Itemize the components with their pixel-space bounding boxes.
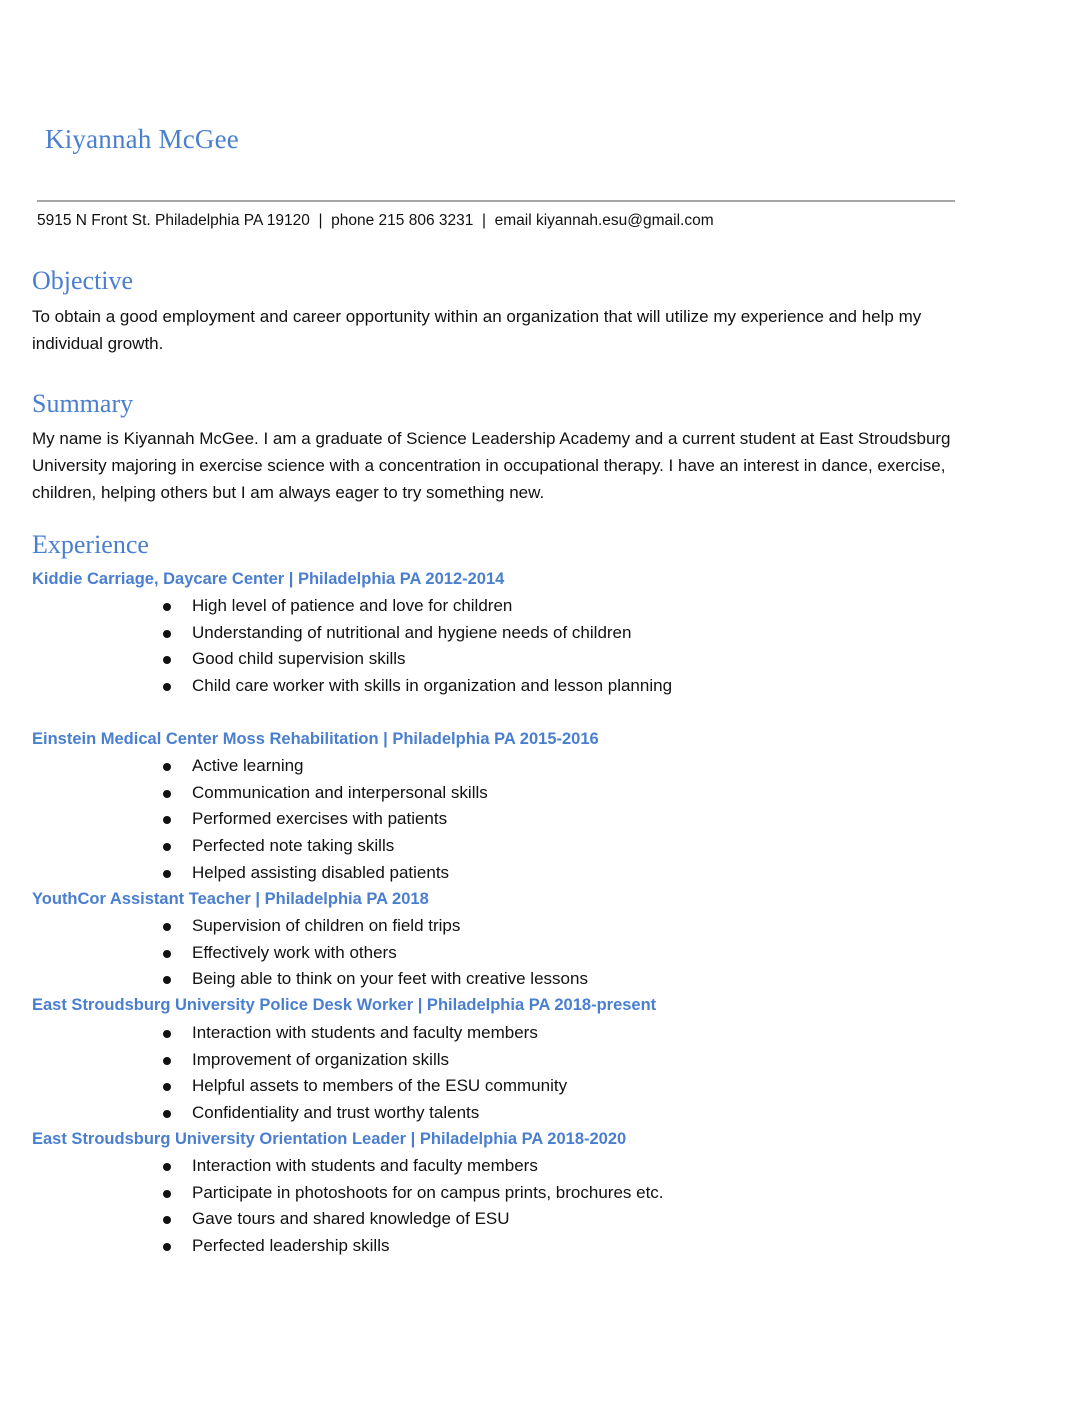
bullet-text: Perfected note taking skills <box>192 836 395 856</box>
list-item <box>0 1020 567 1047</box>
applicant-name: Kiyannah McGee <box>45 124 239 154</box>
bullet-icon <box>163 816 171 824</box>
list-item <box>0 913 588 940</box>
bullet-icon <box>163 656 171 664</box>
bullet-text: Communication and interpersonal skills <box>192 782 488 802</box>
bullet-icon <box>163 790 171 798</box>
bullet-icon <box>163 630 171 638</box>
job-heading: Einstein Medical Center Moss Rehabilitation | Philadelphia PA 2015-2016 <box>32 730 599 748</box>
bullet-icon <box>163 843 171 851</box>
list-item <box>0 1233 664 1260</box>
list-item <box>0 966 588 993</box>
bullet-text: High level of patience and love for children <box>192 596 513 615</box>
list-item <box>0 833 488 860</box>
list-item <box>0 1100 567 1127</box>
bullet-text: Active learning <box>192 756 304 775</box>
bullet-icon <box>163 1243 171 1251</box>
bullet-text: Confidentiality and trust worthy talents <box>192 1103 480 1123</box>
list-item <box>0 753 488 780</box>
list-item <box>0 1206 664 1233</box>
summary-text: My name is Kiyannah McGee. I am a graduate of Science Leadership Academy and a current student at East Stroudsburg University majoring in exercise science with a concentration in occupational therapy. I have an interest in dance, exercise, children, helping others but I am always eager to try something new. <box>32 429 951 502</box>
list-item <box>0 1073 567 1100</box>
bullet-icon <box>163 1190 171 1198</box>
list-item <box>0 593 672 620</box>
bullet-icon <box>163 870 171 878</box>
job-bullets <box>0 1020 567 1127</box>
bullet-icon <box>163 1030 171 1038</box>
list-item <box>0 1153 664 1180</box>
list-item <box>0 646 672 673</box>
list-item <box>0 860 488 887</box>
bullet-text: Good child supervision skills <box>192 649 406 669</box>
bullet-icon <box>163 923 171 931</box>
contact-info: 5915 N Front St. Philadelphia PA 19120 | phone 215 806 3231 | email kiyannah.esu@gmail.com <box>37 212 714 229</box>
job-bullets <box>0 1153 664 1260</box>
list-item <box>0 780 488 807</box>
bullet-icon <box>163 950 171 958</box>
job-bullets <box>0 593 672 700</box>
job-bullets <box>0 913 588 993</box>
bullet-text: Helped assisting disabled patients <box>192 862 450 882</box>
list-item <box>0 940 588 967</box>
objective-text: To obtain a good employment and career opportunity within an organization that will utilize my experience and help my individual growth. <box>32 307 922 353</box>
bullet-text: Improvement of organization skills <box>192 1049 450 1069</box>
bullet-text: Effectively work with others <box>192 942 397 962</box>
job-heading: East Stroudsburg University Orientation Leader | Philadelphia PA 2018-2020 <box>32 1130 627 1148</box>
summary-heading: Summary <box>32 389 134 418</box>
bullet-text: Understanding of nutritional and hygiene needs of children <box>192 622 632 642</box>
bullet-icon <box>163 1216 171 1224</box>
list-item <box>0 620 672 647</box>
list-item <box>0 673 672 700</box>
bullet-text: Interaction with students and faculty members <box>192 1023 538 1042</box>
job-bullets <box>0 753 488 886</box>
bullet-icon <box>163 1083 171 1091</box>
bullet-text: Helpful assets to members of the ESU community <box>192 1076 568 1096</box>
header-divider <box>37 200 955 202</box>
bullet-icon <box>163 1163 171 1171</box>
bullet-text: Interaction with students and faculty members <box>192 1156 538 1175</box>
job-heading: East Stroudsburg University Police Desk Worker | Philadelphia PA 2018-present <box>32 996 657 1014</box>
list-item <box>0 806 488 833</box>
bullet-icon <box>163 763 171 771</box>
experience-heading: Experience <box>32 530 149 559</box>
job-heading: Kiddie Carriage, Daycare Center | Philadelphia PA 2012-2014 <box>32 570 505 588</box>
bullet-text: Supervision of children on field trips <box>192 916 461 935</box>
bullet-text: Child care worker with skills in organization and lesson planning <box>192 676 673 696</box>
bullet-icon <box>163 683 171 691</box>
bullet-icon <box>163 1110 171 1118</box>
bullet-text: Participate in photoshoots for on campus prints, brochures etc. <box>192 1182 664 1202</box>
bullet-icon <box>163 1057 171 1065</box>
bullet-text: Being able to think on your feet with creative lessons <box>192 969 588 989</box>
list-item <box>0 1047 567 1074</box>
bullet-icon <box>163 603 171 611</box>
list-item <box>0 1180 664 1207</box>
bullet-text: Performed exercises with patients <box>192 809 448 829</box>
bullet-icon <box>163 976 171 984</box>
bullet-text: Perfected leadership skills <box>192 1236 390 1256</box>
objective-heading: Objective <box>32 266 134 295</box>
job-heading: YouthCor Assistant Teacher | Philadelphia PA 2018 <box>32 890 429 908</box>
bullet-text: Gave tours and shared knowledge of ESU <box>192 1209 510 1229</box>
